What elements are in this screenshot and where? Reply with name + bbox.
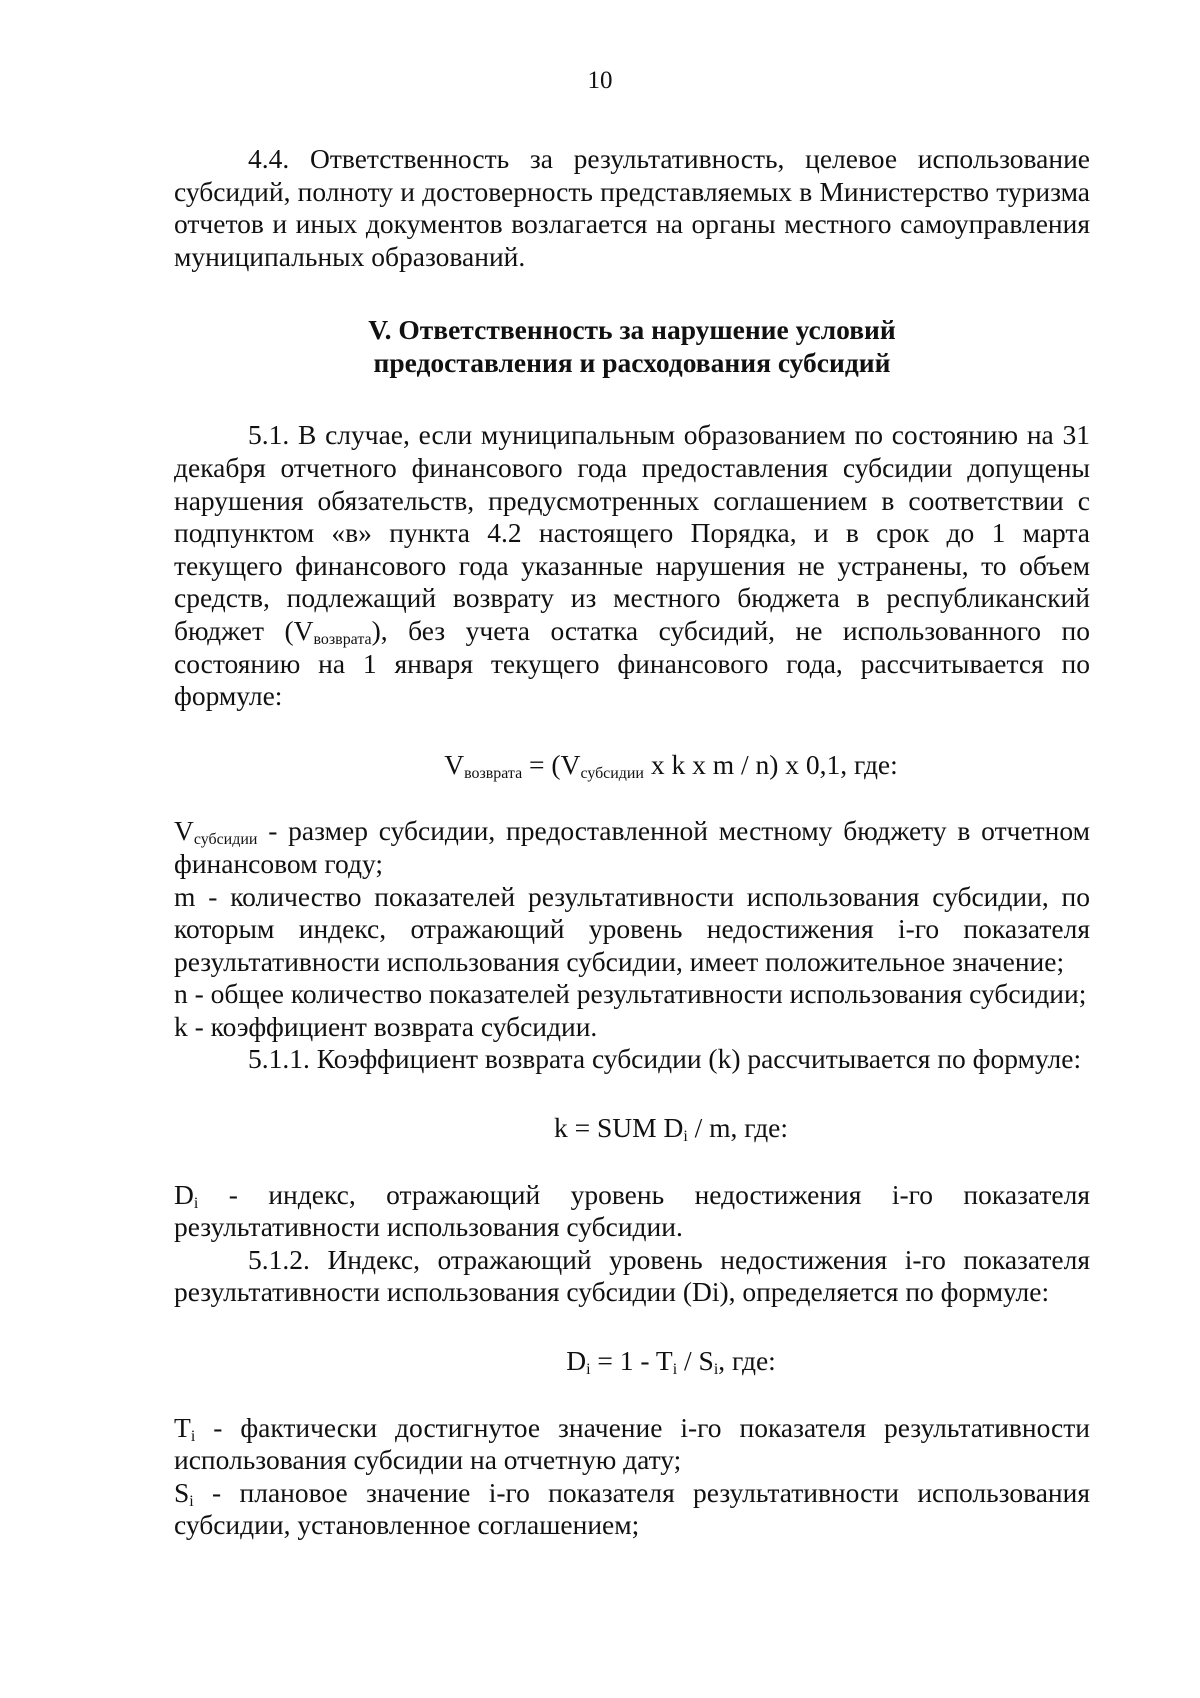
definition-v-sub: субсидии: [193, 831, 258, 849]
paragraph-5-1-text-b: ), без учета остатка субсидий, не использованного по состоянию на 1 января текущего финансового года, рассчитывается по формуле:: [174, 614, 1090, 712]
definition-d-symbol: D: [174, 1178, 194, 1210]
page-number: 10: [587, 67, 613, 94]
formula-d: [252, 1345, 1090, 1378]
definition-n: n - общее количество показателей результативности использования субсидии;: [174, 978, 1087, 1010]
definition-v-subsidii: [174, 815, 1090, 880]
formula-3-c: / S: [677, 1345, 714, 1377]
definition-t: [174, 1412, 1090, 1477]
paragraph-5-1-2: 5.1.2. Индекс, отражающий уровень недостижения i-го показателя результативности использования субсидии (Di), определяется по формуле:: [174, 1243, 1090, 1308]
definition-v-text: - размер субсидии, предоставленной местному бюджету в отчетном финансовом году;: [174, 815, 1090, 879]
subscript-vozvrata: возврата: [313, 630, 372, 648]
section-heading-line-1: V. Ответственность за нарушение условий: [368, 314, 896, 346]
document-body: [174, 143, 1090, 1542]
definition-k: k - коэффициент возврата субсидии.: [174, 1010, 598, 1042]
formula-2-a: k = SUM D: [553, 1112, 684, 1144]
definition-v-symbol: V: [174, 815, 194, 847]
definition-s-text: - плановое значение i-го показателя результативности использования субсидии, установленное соглашением;: [174, 1476, 1090, 1541]
definition-t-symbol: T: [174, 1411, 191, 1443]
formula-1-end: x k x m / n) x 0,1, где:: [643, 748, 898, 780]
formula-2-b: / m, где:: [687, 1112, 789, 1144]
definition-t-text: - фактически достигнутое значение i-го показателя результативности использования субсидии на отчетную дату;: [174, 1411, 1090, 1476]
formula-k: [252, 1112, 1090, 1145]
definition-s: [174, 1477, 1090, 1542]
formula-v-vozvrata: [252, 749, 1090, 782]
formula-3-a: D: [566, 1345, 587, 1377]
definition-s-sub: i: [189, 1492, 194, 1510]
paragraph-5-1: [174, 419, 1090, 712]
formula-1-sub-vozvrata: возврата: [464, 764, 523, 782]
paragraph-5-1-text-a: 5.1. В случае, если муниципальным образованием по состоянию на 31 декабря отчетного финансового года предоставления субсидии допущены нарушения обязательств, предусмотренных соглашением в соответствии с подпунктом «в» пункта 4.2 настоящего Порядка, и в срок до 1 марта текущего финансового года указанные нарушения не устранены, то объем средств, подлежащий возврату из местного бюджета в республиканский бюджет (V: [174, 419, 1090, 646]
paragraph-4-4: 4.4. Ответственность за результативность, целевое использование субсидий, полноту и достоверность представляемых в Министерство туризма отчетов и иных документов возлагается на органы местного самоуправления муниципальных образований.: [174, 143, 1090, 272]
definition-d-text: - индекс, отражающий уровень недостижения i-го показателя результативности использования субсидии.: [174, 1178, 1090, 1243]
definition-d: [174, 1179, 1090, 1244]
definition-d-sub: i: [193, 1194, 199, 1212]
formula-3-sub-3: i: [713, 1361, 719, 1379]
section-heading: [174, 313, 1090, 379]
definition-m: m - количество показателей результативности использования субсидии, по которым индекс, отражающий уровень недостижения i-го показателя результативности использования субсидии, имеет положительное значение;: [174, 880, 1090, 977]
formula-1-v: V: [444, 748, 465, 780]
formula-3-sub-2: i: [672, 1361, 678, 1379]
formula-3-d: , где:: [718, 1345, 776, 1377]
paragraph-5-1-1: 5.1.1. Коэффициент возврата субсидии (k) рассчитывается по формуле:: [248, 1043, 1082, 1075]
formula-3-b: = 1 - T: [590, 1345, 673, 1377]
formula-1-sub-subsidii: субсидии: [580, 764, 644, 782]
formula-1-mid: = (V: [522, 748, 581, 780]
formula-2-sub-i: i: [683, 1128, 688, 1146]
definition-s-symbol: S: [174, 1476, 190, 1508]
section-heading-line-2: предоставления и расходования субсидий: [373, 347, 891, 379]
definition-t-sub: i: [190, 1427, 196, 1445]
formula-3-sub-1: i: [586, 1361, 591, 1379]
